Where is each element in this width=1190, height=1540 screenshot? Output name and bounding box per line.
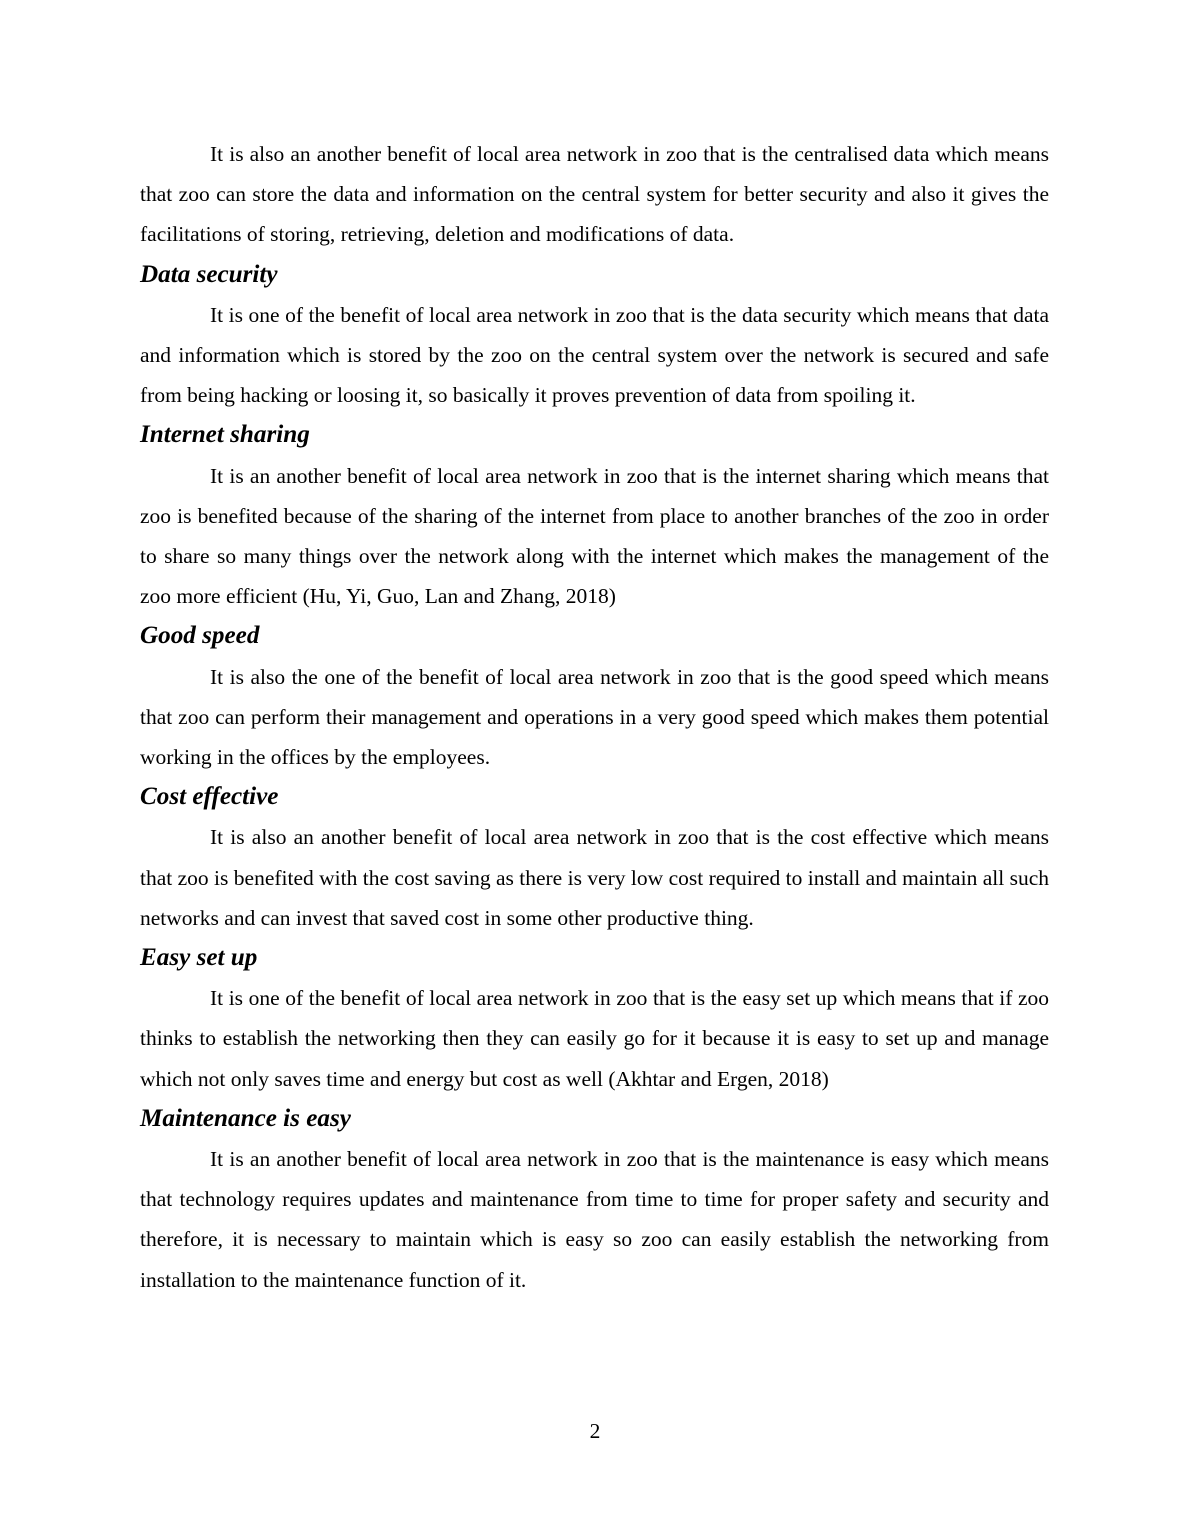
section-heading-internet-sharing: Internet sharing <box>140 421 310 449</box>
section-paragraph-internet-sharing: It is an another benefit of local area network in zoo that is the internet sharing which means that zoo is benefited because of the sharing of the internet from place to another branches of the zoo in order to share so many things over the network along with the internet which makes the management of the zoo more efficient (Hu, Yi, Guo, Lan and Zhang, 2018) <box>140 463 1049 609</box>
section-heading-data-security: Data security <box>140 260 278 288</box>
page-number: 2 <box>589 1419 601 1443</box>
section-paragraph-data-security: It is one of the benefit of local area network in zoo that is the data security which means that data and information which is stored by the zoo on the central system over the network is secured and safe from being hacking or loosing it, so basically it proves prevention of data from spoiling it. <box>140 302 1049 408</box>
intro-paragraph: It is also an another benefit of local area network in zoo that is the centralised data which means that zoo can store the data and information on the central system for better security and also it gives the facilitations of storing, retrieving, deletion and modifications of data. <box>140 142 1049 247</box>
section-paragraph-good-speed: It is also the one of the benefit of local area network in zoo that is the good speed which means that zoo can perform their management and operations in a very good speed which makes them potential working in the offices by the employees. <box>140 664 1049 770</box>
section-paragraph-maintenance-is-easy: It is an another benefit of local area network in zoo that is the maintenance is easy which means that technology requires updates and maintenance from time to time for proper safety and security and therefore, it is necessary to maintain which is easy so zoo can easily establish the networking from installation to the maintenance function of it. <box>140 1147 1049 1292</box>
page-body <box>140 134 1049 1300</box>
section-paragraph-cost-effective: It is also an another benefit of local area network in zoo that is the cost effective which means that zoo is benefited with the cost saving as there is very low cost required to install and maintain all such networks and can invest that saved cost in some other productive thing. <box>140 825 1049 930</box>
section-heading-easy-set-up: Easy set up <box>140 944 258 972</box>
section-heading-maintenance-is-easy: Maintenance is easy <box>140 1104 351 1132</box>
section-heading-good-speed: Good speed <box>140 622 260 650</box>
section-heading-cost-effective: Cost effective <box>140 783 279 811</box>
section-paragraph-easy-set-up: It is one of the benefit of local area network in zoo that is the easy set up which means that if zoo thinks to establish the networking then they can easily go for it because it is easy to set up and manage which not only saves time and energy but cost as well (Akhtar and Ergen, 2018) <box>140 986 1049 1091</box>
